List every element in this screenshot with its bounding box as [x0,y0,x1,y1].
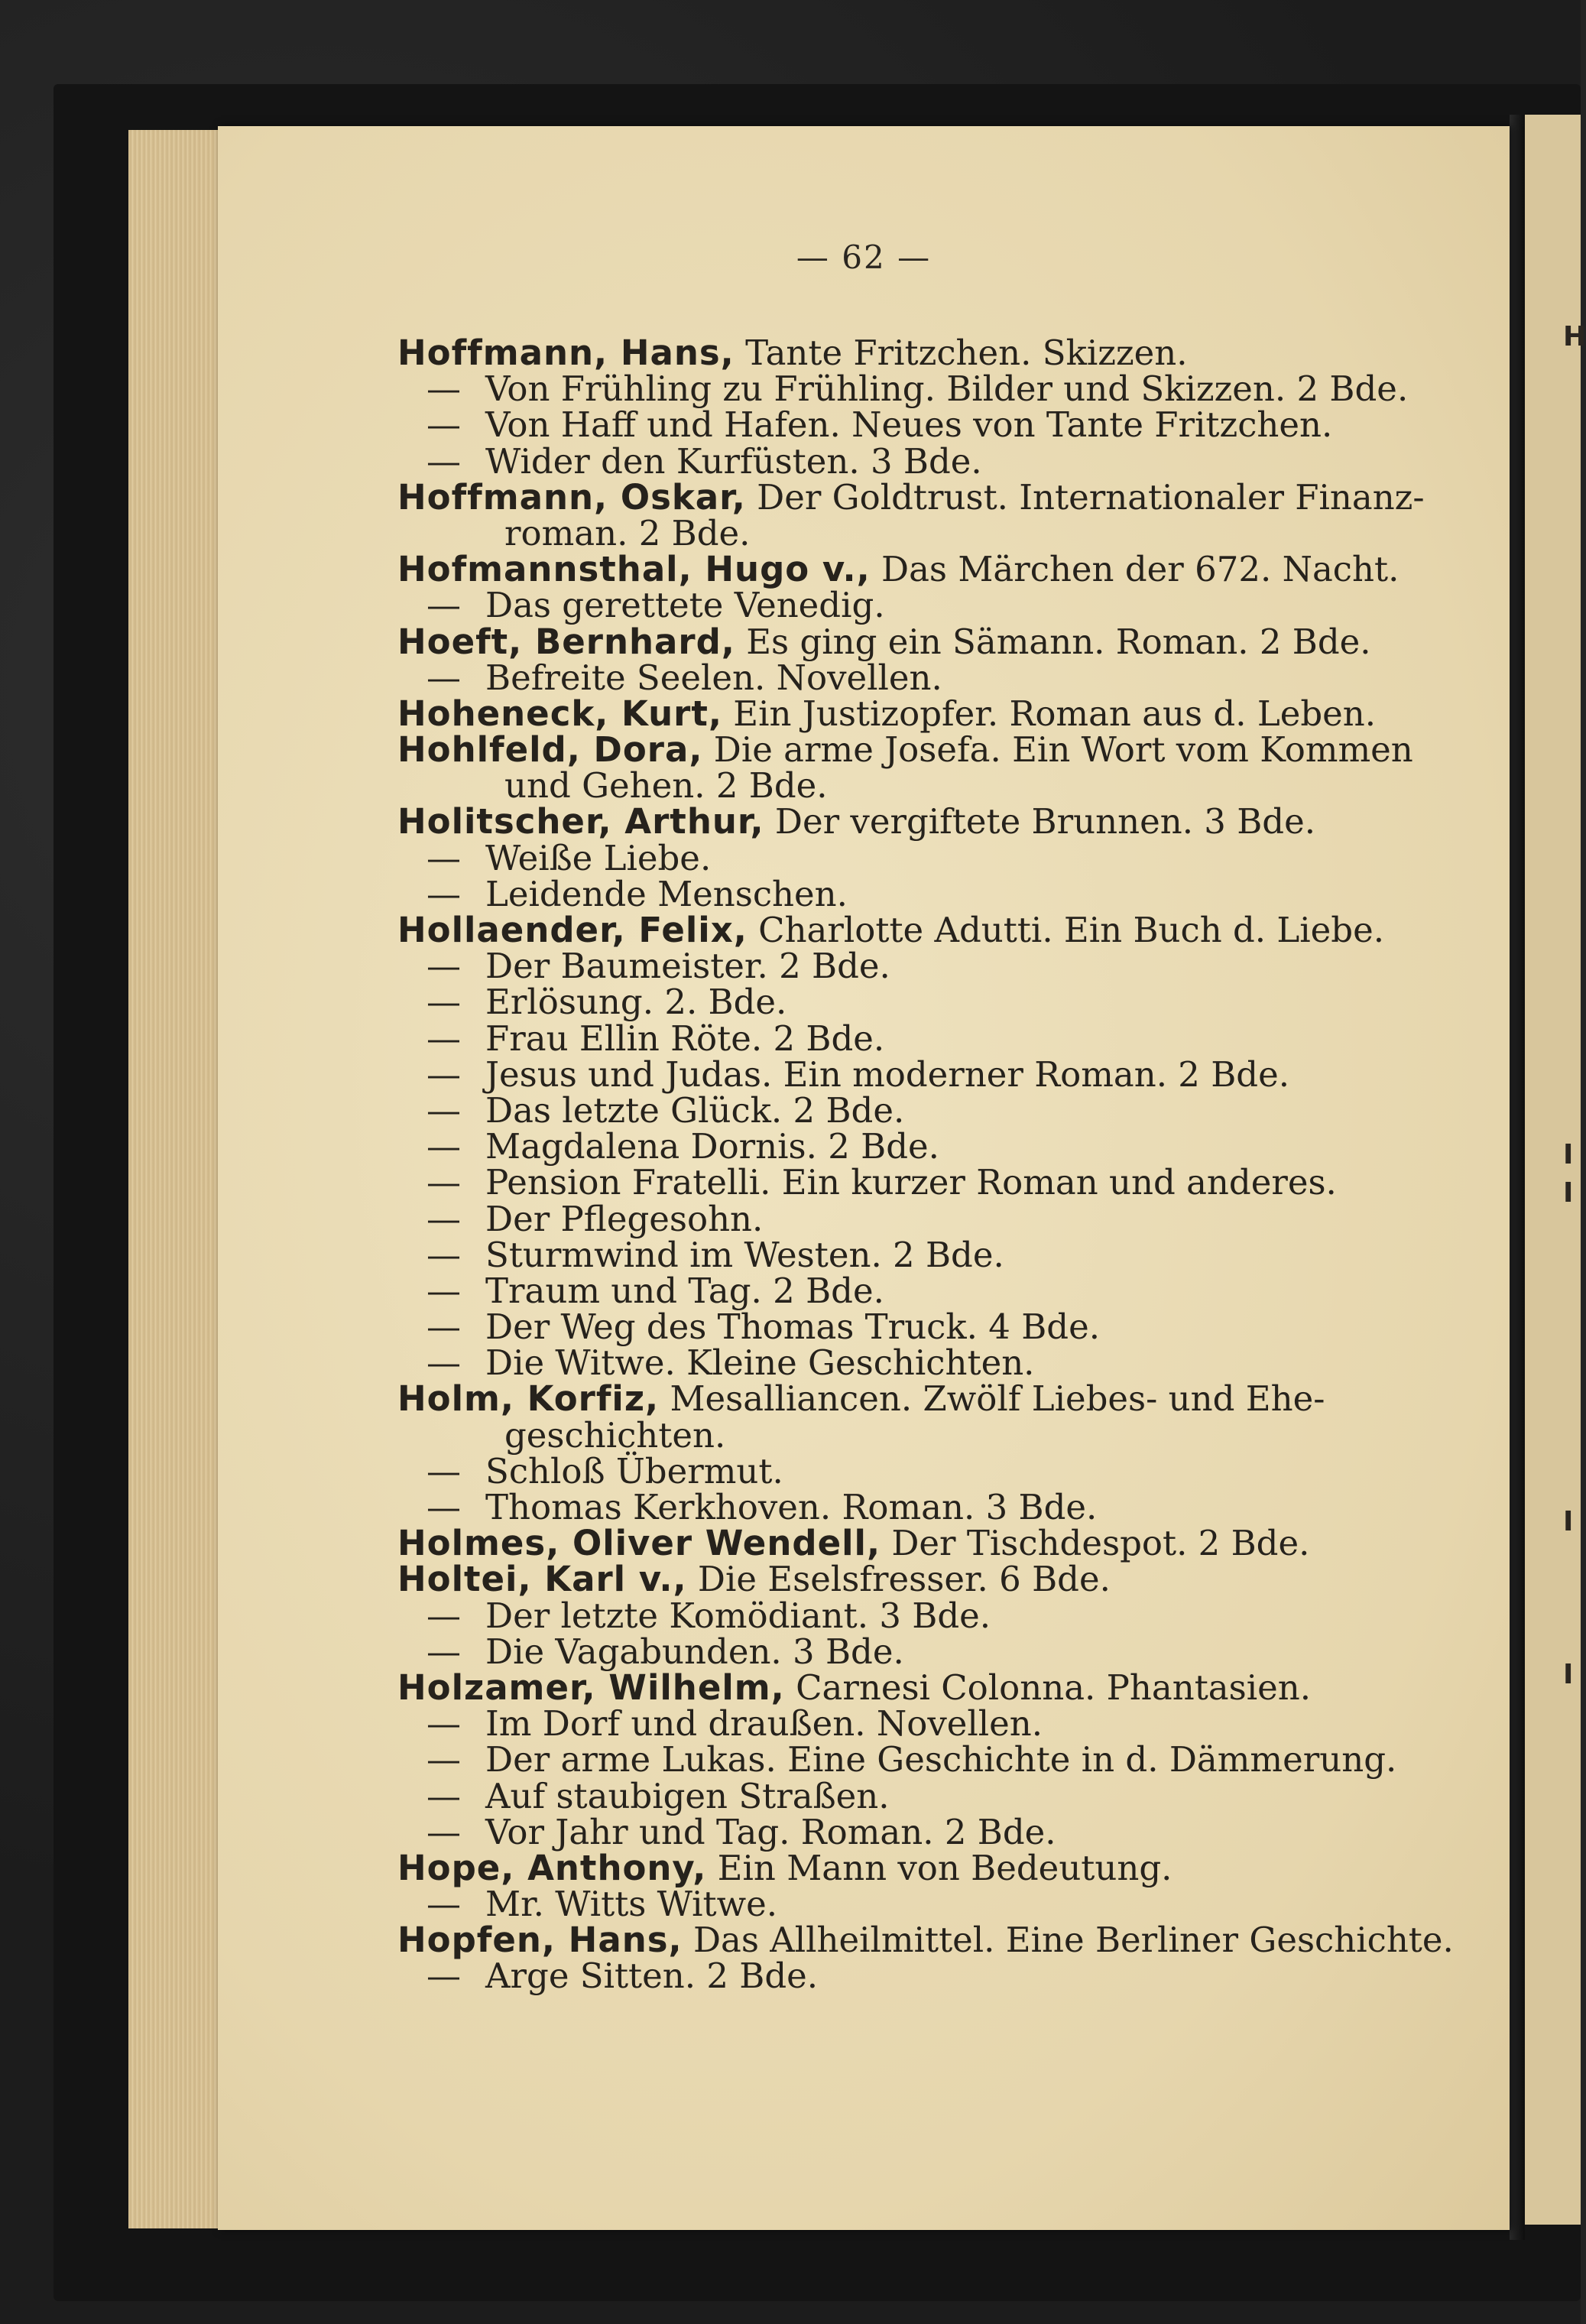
author-entry [397,1523,1490,1564]
author-name: Holitscher, Arthur, [397,801,764,842]
title-text: Der Baumeister. 2 Bde. [485,946,890,987]
author-entry [397,801,1490,842]
title-text: Die arme Josefa. Ein Wort vom Kommen [702,729,1413,771]
title-text: Der arme Lukas. Eine Geschichte in d. Dämmerung. [485,1739,1397,1780]
title-entry [397,1342,1490,1384]
title-text: Die Eselsfresser. 6 Bde. [686,1559,1111,1600]
page-edges [128,130,221,2228]
title-entry [397,982,1490,1023]
title-text: Das gerettete Venedig. [485,585,885,626]
title-text: Magdalena Dornis. 2 Bde. [485,1126,939,1167]
author-name: Hohlfeld, Dora, [397,729,703,771]
ditto-dash: — [427,1306,461,1348]
title-text: geschichten. [504,1414,726,1456]
ditto-dash: — [427,837,461,878]
author-entry [397,549,1490,590]
title-entry [397,657,1490,698]
ditto-dash: — [427,657,461,698]
title-text: Traum und Tag. 2 Bde. [485,1270,884,1311]
author-name: Hoeft, Bernhard, [397,621,735,662]
author-name: Hoheneck, Kurt, [397,693,722,734]
author-name: Hoffmann, Hans, [397,333,735,373]
facing-page-fragment: I [1563,1659,1574,1690]
facing-page-fragment: I [1563,1177,1574,1209]
title-entry [397,1162,1490,1203]
ditto-dash: — [427,1595,461,1636]
ditto-dash: — [427,1811,461,1852]
title-entry [397,873,1490,914]
ditto-dash: — [427,1775,461,1816]
ditto-dash: — [427,1487,461,1527]
title-entry [397,1018,1490,1059]
ditto-dash: — [427,440,461,482]
author-entry [397,1920,1490,1961]
title-text: Der letzte Komödiant. 3 Bde. [485,1595,991,1636]
title-text: Mesalliancen. Zwölf Liebes- und Ehe- [659,1378,1325,1420]
ditto-dash: — [427,1126,461,1167]
author-name: Holmes, Oliver Wendell, [397,1523,881,1564]
facing-page-edge [1525,115,1586,2225]
title-entry [397,1775,1490,1816]
ditto-dash: — [427,1739,461,1780]
ditto-dash: — [427,585,461,626]
title-text: Sturmwind im Westen. 2 Bde. [485,1234,1004,1275]
title-text: Es ging ein Sämann. Roman. 2 Bde. [735,621,1371,662]
facing-page-fragment: I [1563,1139,1574,1170]
title-text: Der vergiftete Brunnen. 3 Bde. [764,801,1316,842]
author-name: Hopfen, Hans, [397,1920,683,1961]
page-number: — 62 — [796,239,932,276]
title-text: Tante Fritzchen. Skizzen. [734,333,1188,373]
title-text: Arge Sitten. 2 Bde. [485,1956,819,1997]
title-entry [397,837,1490,878]
author-entry [397,1559,1490,1600]
author-entry [397,693,1490,734]
title-text: Von Frühling zu Frühling. Bilder und Skizzen. 2 Bde. [485,368,1409,410]
title-text: Leidende Menschen. [485,873,848,914]
title-entry [397,1595,1490,1636]
title-entry [397,946,1490,987]
title-text: Jesus und Judas. Ein moderner Roman. 2 Bde. [485,1053,1290,1095]
title-text: Vor Jahr und Tag. Roman. 2 Bde. [485,1811,1056,1852]
ditto-dash: — [427,1018,461,1059]
title-text: Von Haff und Hafen. Neues von Tante Fritzchen. [485,404,1333,446]
ditto-dash: — [427,1342,461,1384]
title-text: Der Weg des Thomas Truck. 4 Bde. [485,1306,1101,1348]
title-entry [397,368,1490,410]
author-entry [397,1378,1490,1420]
author-entry [397,476,1490,518]
title-text: Die Witwe. Kleine Geschichten. [485,1342,1035,1384]
title-text: Ein Mann von Bedeutung. [706,1847,1172,1888]
title-text: Auf staubigen Straßen. [485,1775,890,1816]
ditto-dash: — [427,1956,461,1997]
title-text: Carnesi Colonna. Phantasien. [784,1667,1312,1708]
ditto-dash: — [427,1162,461,1203]
author-entry [397,729,1490,771]
title-text: und Gehen. 2 Bde. [504,765,828,807]
title-entry [397,1884,1490,1925]
catalog-entries [397,335,1490,1995]
title-entry [397,1126,1490,1167]
ditto-dash: — [427,1703,461,1745]
ditto-dash: — [427,1884,461,1925]
title-text: Weiße Liebe. [485,837,712,878]
ditto-dash: — [427,368,461,410]
title-text: Thomas Kerkhoven. Roman. 3 Bde. [485,1487,1098,1527]
title-text: Charlotte Adutti. Ein Buch d. Liebe. [747,910,1385,950]
title-entry [397,1703,1490,1745]
ditto-dash: — [427,1198,461,1239]
title-text: Der Goldtrust. Internationaler Finanz- [745,476,1425,518]
ditto-dash: — [427,404,461,446]
title-text: Schloß Übermut. [485,1450,783,1491]
title-entry [397,1739,1490,1780]
ditto-dash: — [427,1450,461,1491]
author-name: Hope, Anthony, [397,1847,707,1888]
continuation-line [397,765,1490,807]
author-entry [397,1847,1490,1888]
title-text: Die Vagabunden. 3 Bde. [485,1631,904,1672]
title-text: Im Dorf und draußen. Novellen. [485,1703,1043,1745]
title-entry [397,440,1490,482]
continuation-line [397,512,1490,553]
title-entry [397,1270,1490,1311]
ditto-dash: — [427,873,461,914]
title-text: Befreite Seelen. Novellen. [485,657,942,698]
ditto-dash: — [427,1234,461,1275]
author-entry [397,1667,1490,1708]
title-text: Wider den Kurfüsten. 3 Bde. [485,440,982,482]
title-entry [397,1089,1490,1131]
ditto-dash: — [427,1270,461,1311]
author-name: Holtei, Karl v., [397,1559,687,1600]
author-entry [397,621,1490,662]
title-entry [397,1631,1490,1672]
title-entry [397,1450,1490,1491]
title-text: Das Allheilmittel. Eine Berliner Geschichte. [682,1920,1454,1961]
continuation-line [397,1414,1490,1456]
author-name: Hollaender, Felix, [397,910,748,950]
title-entry [397,1306,1490,1348]
title-text: Ein Justizopfer. Roman aus d. Leben. [722,693,1377,734]
title-entry [397,1234,1490,1275]
title-text: Das letzte Glück. 2 Bde. [485,1089,905,1131]
ditto-dash: — [427,1053,461,1095]
author-name: Holm, Korfiz, [397,1378,660,1420]
title-entry [397,1053,1490,1095]
ditto-dash: — [427,982,461,1023]
facing-page-fragment: I [1563,1506,1574,1537]
title-text: Frau Ellin Röte. 2 Bde. [485,1018,885,1059]
title-text: Das Märchen der 672. Nacht. [870,549,1400,590]
title-entry [397,404,1490,446]
ditto-dash: — [427,1089,461,1131]
title-text: Der Tischdespot. 2 Bde. [881,1523,1310,1564]
title-text: Pension Fratelli. Ein kurzer Roman und anderes. [485,1162,1337,1203]
ditto-dash: — [427,1631,461,1672]
book-gutter [1510,115,1525,2240]
author-name: Holzamer, Wilhelm, [397,1667,785,1708]
title-entry [397,585,1490,626]
author-name: Hofmannsthal, Hugo v., [397,549,871,590]
title-entry [397,1811,1490,1852]
author-entry [397,335,1490,371]
title-text: Mr. Witts Witwe. [485,1884,778,1925]
facing-page-fragment: H [1563,321,1586,352]
title-text: Der Pflegesohn. [485,1198,764,1239]
title-text: roman. 2 Bde. [504,512,751,553]
title-text: Erlösung. 2. Bde. [485,982,787,1023]
title-entry [397,1198,1490,1239]
title-entry [397,1956,1490,1997]
author-entry [397,912,1490,948]
title-entry [397,1489,1490,1525]
author-name: Hoffmann, Oskar, [397,476,746,518]
ditto-dash: — [427,946,461,987]
